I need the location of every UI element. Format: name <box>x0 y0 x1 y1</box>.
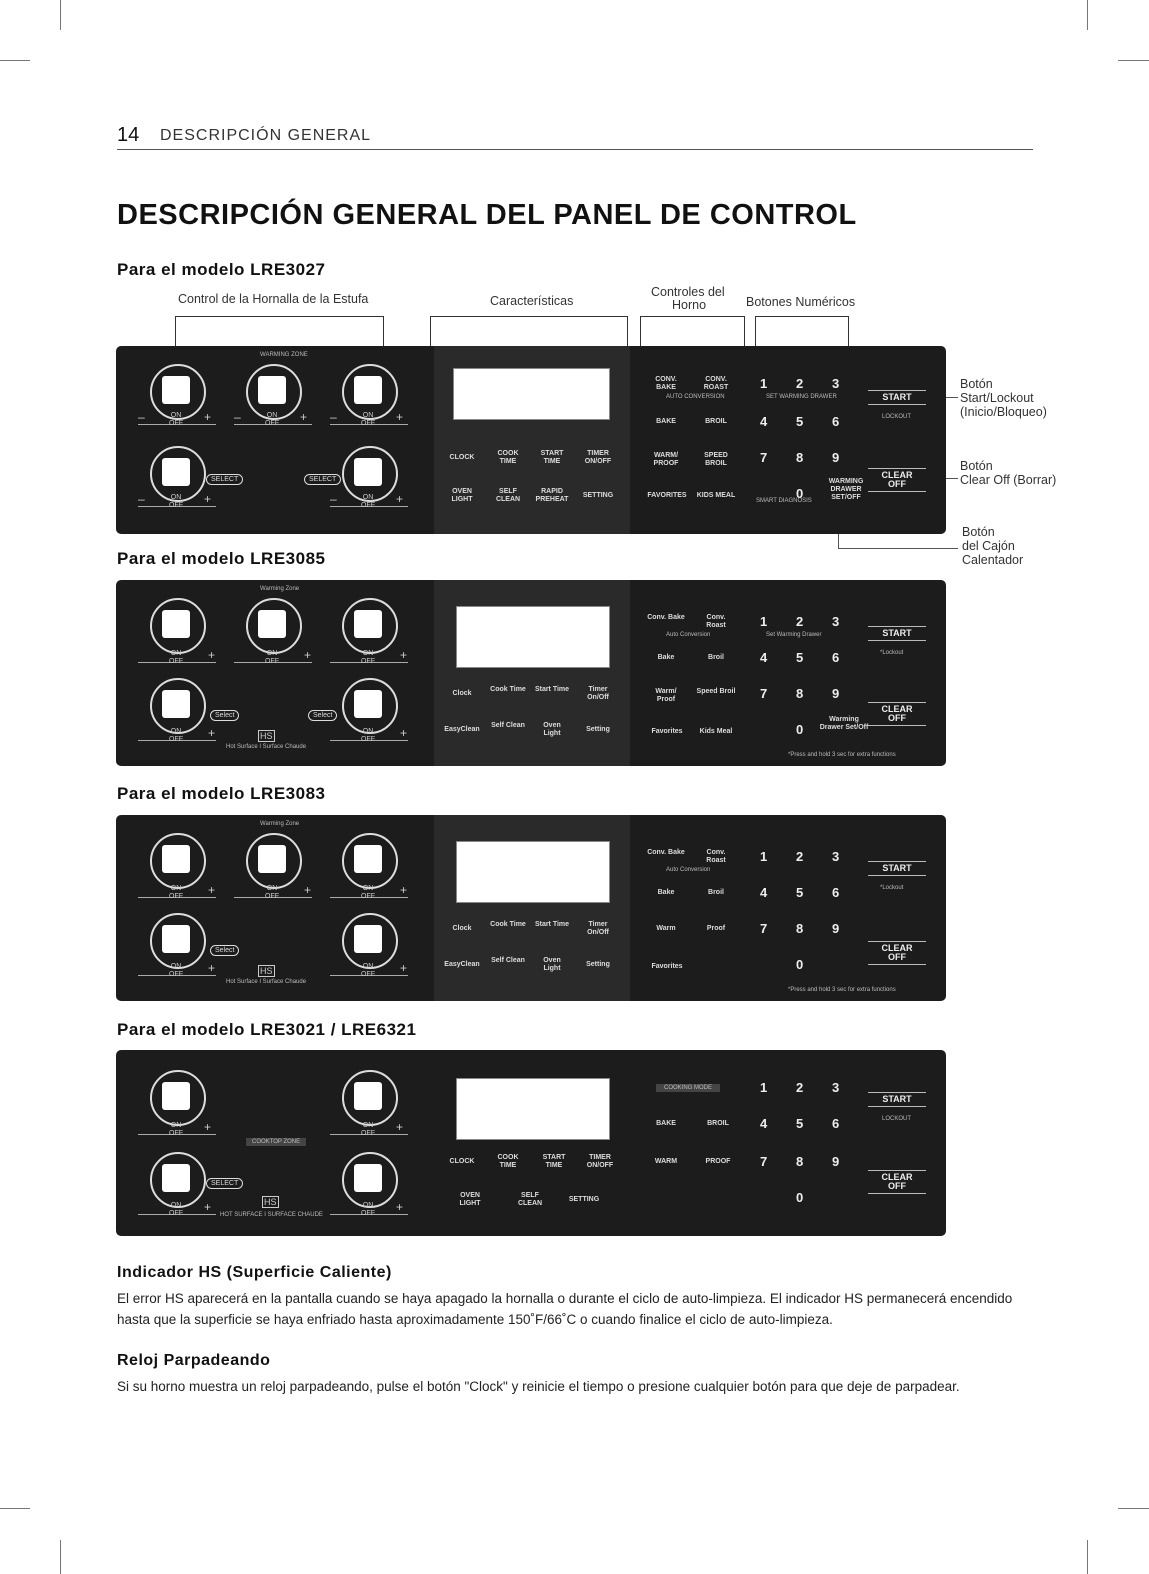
number-1-button[interactable]: 1 <box>760 849 768 864</box>
number-9-button[interactable]: 9 <box>832 921 840 936</box>
clock-button[interactable]: CLOCK <box>449 454 475 461</box>
warm-button[interactable]: WARM <box>654 1158 678 1165</box>
easyclean-button[interactable]: EasyClean <box>444 961 480 968</box>
start-time-button[interactable]: START TIME <box>542 1154 566 1169</box>
number-6-button[interactable]: 6 <box>832 650 840 665</box>
plus-button[interactable]: + <box>396 1120 404 1134</box>
self-clean-button[interactable]: SELF CLEAN <box>517 1192 543 1207</box>
minus-button[interactable]: – <box>234 410 241 424</box>
set-warming-drawer-label: SET WARMING DRAWER <box>766 394 837 400</box>
number-6-button[interactable]: 6 <box>832 414 840 429</box>
start-time-button[interactable]: Start Time <box>534 686 570 693</box>
plus-button[interactable]: + <box>208 961 216 975</box>
burner-icon <box>150 833 206 889</box>
callout-features: Características <box>490 294 574 308</box>
burner-icon <box>342 1070 398 1126</box>
setting-button[interactable]: SETTING <box>582 492 614 499</box>
kids-meal-button[interactable]: Kids Meal <box>699 728 733 735</box>
off-label: OFF <box>265 658 279 665</box>
display-screen <box>456 841 610 903</box>
bake-button[interactable]: Bake <box>657 889 675 896</box>
callout-clear-label: Botón <box>960 459 993 473</box>
number-2-button[interactable]: 2 <box>796 614 804 629</box>
bake-button[interactable]: BAKE <box>656 1120 676 1127</box>
cook-time-button[interactable]: COOK TIME <box>497 1154 519 1169</box>
off-label: OFF <box>169 971 183 978</box>
clear-label: CLEAR <box>881 1172 913 1182</box>
callout-start-es: (Inicio/Bloqueo) <box>960 405 1047 419</box>
off-label: OFF <box>265 420 279 427</box>
callout-number-buttons: Botones Numéricos <box>746 295 856 309</box>
start-time-button[interactable]: Start Time <box>534 921 570 928</box>
control-panel-lre3083 <box>116 815 946 1001</box>
crop-mark <box>1087 0 1088 30</box>
callout-clear: Clear Off (Borrar) <box>960 473 1057 487</box>
off-label: OFF <box>169 1130 183 1137</box>
hs-section-text: El error HS aparecerá en la pantalla cuando se haya apagado la hornalla o durante el ciclo de auto-limpieza. El indicador HS permanecerá encendido hasta que la superficie se haya enfriado hasta aproximadamente 150˚F/66˚C o cuando finalice el ciclo de auto-limpieza. <box>117 1291 1013 1327</box>
number-3-button[interactable]: 3 <box>832 614 840 629</box>
number-0-button[interactable]: 0 <box>796 722 804 737</box>
speed-broil-button[interactable]: SPEED BROIL <box>704 452 728 467</box>
number-5-button[interactable]: 5 <box>796 1116 804 1131</box>
hs-indicator: HS <box>264 1197 277 1207</box>
plus-button[interactable]: + <box>400 883 408 897</box>
callout-oven-controls-2: Horno <box>672 298 707 312</box>
lockout-label: LOCKOUT <box>882 1116 912 1122</box>
off-label: OFF <box>361 1130 375 1137</box>
crop-mark <box>60 0 61 30</box>
off-label: OFF <box>169 736 183 743</box>
clock-section-text: Si su horno muestra un reloj parpadeando, pulse el botón "Clock" y reinicie el tiempo o presione cualquier botón para que deje de parpadear. <box>117 1379 960 1394</box>
display-screen <box>456 606 610 668</box>
number-1-button[interactable]: 1 <box>760 1080 768 1095</box>
warming-drawer-button[interactable]: Warming Drawer Set/Off <box>819 716 869 731</box>
on-label: ON <box>170 1202 182 1209</box>
section-header: DESCRIPCIÓN GENERAL <box>160 127 372 144</box>
on-label: ON <box>362 885 374 892</box>
on-label: ON <box>266 412 278 419</box>
number-4-button[interactable]: 4 <box>760 414 768 429</box>
bracket <box>640 316 745 347</box>
clear-label: CLEAR <box>881 470 913 480</box>
off-label: OFF <box>169 420 183 427</box>
number-4-button[interactable]: 4 <box>760 650 768 665</box>
lockout-label: *Lockout <box>880 885 904 891</box>
control-panel-lre3085 <box>116 580 946 766</box>
press-hold-note: *Press and hold 3 sec for extra functions <box>788 987 896 993</box>
off-label: OFF <box>169 1210 183 1217</box>
broil-button[interactable]: BROIL <box>705 418 727 425</box>
control-panel-lre3021 <box>116 1050 946 1236</box>
number-0-button[interactable]: 0 <box>796 1190 804 1205</box>
clock-button[interactable]: Clock <box>452 690 472 697</box>
minus-button[interactable]: – <box>138 492 145 506</box>
bracket <box>755 316 849 347</box>
plus-button[interactable]: + <box>400 648 408 662</box>
hot-surface-label: Hot Surface I Surface Chaude <box>226 979 307 985</box>
callout-drawer: del Cajón <box>962 539 1015 553</box>
plus-button[interactable]: + <box>400 961 408 975</box>
auto-conversion-label: AUTO CONVERSION <box>666 394 725 400</box>
number-7-button[interactable]: 7 <box>760 686 768 701</box>
number-8-button[interactable]: 8 <box>796 1154 804 1169</box>
control-panel-lre3027 <box>116 346 946 534</box>
warming-zone-label: Warming Zone <box>260 821 300 827</box>
setting-button[interactable]: Setting <box>586 961 610 968</box>
conv-roast-button[interactable]: Conv. Roast <box>706 849 726 864</box>
oven-light-button[interactable]: OVEN LIGHT <box>451 488 473 503</box>
burner-icon <box>150 678 206 734</box>
off-label: OFF <box>888 713 906 723</box>
model-title: Para el modelo LRE3085 <box>117 549 326 568</box>
on-label: ON <box>170 1122 182 1129</box>
crop-mark <box>1118 60 1149 61</box>
number-8-button[interactable]: 8 <box>796 450 804 465</box>
model-title: Para el modelo LRE3027 <box>117 260 326 279</box>
off-label: OFF <box>888 479 906 489</box>
lockout-label: *Lockout <box>880 650 904 656</box>
number-4-button[interactable]: 4 <box>760 1116 768 1131</box>
number-9-button[interactable]: 9 <box>832 450 840 465</box>
page-title: DESCRIPCIÓN GENERAL DEL PANEL DE CONTROL <box>117 199 857 231</box>
plus-button[interactable]: + <box>204 1120 212 1134</box>
burner-icon <box>342 913 398 969</box>
crop-mark <box>0 1508 30 1509</box>
start-label: START <box>882 628 912 638</box>
off-label: OFF <box>361 971 375 978</box>
number-9-button[interactable]: 9 <box>832 1154 840 1169</box>
burner-icon <box>150 1070 206 1126</box>
callout-burner-control: Control de la Hornalla de la Estufa <box>178 292 369 306</box>
plus-button[interactable]: + <box>208 648 216 662</box>
number-4-button[interactable]: 4 <box>760 885 768 900</box>
hs-section-title: Indicador HS (Superficie Caliente) <box>117 1264 392 1281</box>
number-9-button[interactable]: 9 <box>832 686 840 701</box>
warm-proof-button[interactable]: WARM/ PROOF <box>653 452 679 467</box>
hs-indicator: HS <box>260 966 273 976</box>
number-5-button[interactable]: 5 <box>796 414 804 429</box>
oven-light-button[interactable]: OVEN LIGHT <box>459 1192 481 1207</box>
number-0-button[interactable]: 0 <box>796 486 804 501</box>
on-label: ON <box>170 494 182 501</box>
number-8-button[interactable]: 8 <box>796 686 804 701</box>
setting-button[interactable]: Setting <box>586 726 610 733</box>
on-label: ON <box>170 650 182 657</box>
hot-surface-label: HOT SURFACE I SURFACE CHAUDE <box>220 1212 323 1218</box>
bracket <box>175 316 384 347</box>
burner-icon <box>150 913 206 969</box>
oven-light-button[interactable]: Oven Light <box>543 722 561 737</box>
leader-line <box>838 548 958 549</box>
off-label: OFF <box>169 502 183 509</box>
number-1-button[interactable]: 1 <box>760 376 768 391</box>
warm-button[interactable]: Warm <box>656 925 676 932</box>
number-3-button[interactable]: 3 <box>832 1080 840 1095</box>
setting-button[interactable]: SETTING <box>568 1196 600 1203</box>
model-title: Para el modelo LRE3021 / LRE6321 <box>117 1020 417 1039</box>
on-label: ON <box>170 963 182 970</box>
conv-roast-button[interactable]: CONV. ROAST <box>703 376 729 391</box>
burner-icon <box>246 598 302 654</box>
start-button[interactable] <box>868 388 926 407</box>
off-label: OFF <box>888 952 906 962</box>
conv-bake-button[interactable]: CONV. BAKE <box>655 376 677 391</box>
start-label: START <box>882 1094 912 1104</box>
rapid-preheat-button[interactable]: RAPID PREHEAT <box>535 488 569 503</box>
set-warming-drawer-label: Set Warming Drawer <box>766 632 822 638</box>
cook-time-button[interactable]: Cook Time <box>490 686 526 693</box>
start-button[interactable] <box>868 859 926 878</box>
number-0-button[interactable]: 0 <box>796 957 804 972</box>
on-label: ON <box>170 728 182 735</box>
auto-conversion-label: Auto Conversion <box>666 867 711 873</box>
callout-oven-controls: Controles del <box>651 285 725 299</box>
select-button[interactable]: Select <box>308 710 337 721</box>
clear-label: CLEAR <box>881 943 913 953</box>
on-label: ON <box>362 1202 374 1209</box>
number-3-button[interactable]: 3 <box>832 376 840 391</box>
off-label: OFF <box>361 658 375 665</box>
clear-off-button[interactable] <box>868 939 926 967</box>
on-label: ON <box>266 650 278 657</box>
self-clean-button[interactable]: Self Clean <box>491 722 525 729</box>
burner-icon <box>342 1152 398 1208</box>
bake-button[interactable]: Bake <box>657 654 675 661</box>
callout-drawer-label: Botón <box>962 525 995 539</box>
off-label: OFF <box>169 658 183 665</box>
callout-start-label: Botón <box>960 377 993 391</box>
callout-start: Start/Lockout <box>960 391 1034 405</box>
broil-button[interactable]: Broil <box>708 654 724 661</box>
bracket <box>430 316 628 347</box>
off-label: OFF <box>361 420 375 427</box>
burner-icon <box>342 598 398 654</box>
number-7-button[interactable]: 7 <box>760 450 768 465</box>
on-label: ON <box>362 650 374 657</box>
on-label: ON <box>362 1122 374 1129</box>
kids-meal-button[interactable]: KIDS MEAL <box>696 492 736 499</box>
hs-indicator: HS <box>260 731 273 741</box>
number-6-button[interactable]: 6 <box>832 885 840 900</box>
bake-button[interactable]: BAKE <box>656 418 676 425</box>
minus-button[interactable]: – <box>330 492 337 506</box>
favorites-button[interactable]: Favorites <box>651 728 683 735</box>
lockout-label: LOCKOUT <box>882 414 912 420</box>
select-button[interactable]: Select <box>210 945 239 956</box>
proof-button[interactable]: Proof <box>706 925 726 932</box>
plus-button[interactable]: + <box>204 492 212 506</box>
number-2-button[interactable]: 2 <box>796 849 804 864</box>
burner-icon <box>150 1152 206 1208</box>
number-5-button[interactable]: 5 <box>796 650 804 665</box>
number-6-button[interactable]: 6 <box>832 1116 840 1131</box>
number-7-button[interactable]: 7 <box>760 1154 768 1169</box>
display-screen <box>453 368 610 420</box>
off-label: OFF <box>361 1210 375 1217</box>
warming-zone-label: Warming Zone <box>260 586 300 592</box>
burner-icon <box>342 678 398 734</box>
start-time-button[interactable]: START TIME <box>540 450 564 465</box>
plus-button[interactable]: + <box>396 492 404 506</box>
plus-button[interactable]: + <box>208 726 216 740</box>
number-1-button[interactable]: 1 <box>760 614 768 629</box>
favorites-button[interactable]: FAVORITES <box>647 492 687 499</box>
start-button[interactable] <box>868 624 926 643</box>
self-clean-button[interactable]: SELF CLEAN <box>495 488 521 503</box>
crop-mark <box>60 1540 61 1574</box>
broil-button[interactable]: Broil <box>708 889 724 896</box>
burner-icon <box>150 598 206 654</box>
plus-button[interactable]: + <box>204 410 212 424</box>
warming-drawer-button[interactable]: WARMING DRAWER SET/OFF <box>828 478 864 501</box>
burner-icon <box>246 833 302 889</box>
plus-button[interactable]: + <box>204 1200 212 1214</box>
warm-proof-button[interactable]: Warm/ Proof <box>655 688 677 703</box>
plus-button[interactable]: + <box>400 726 408 740</box>
clock-button[interactable]: Clock <box>452 925 472 932</box>
on-label: ON <box>362 412 374 419</box>
number-3-button[interactable]: 3 <box>832 849 840 864</box>
easyclean-button[interactable]: EasyClean <box>444 726 480 733</box>
select-button[interactable]: SELECT <box>304 474 341 485</box>
clear-off-button[interactable] <box>868 466 926 494</box>
header-rule <box>117 149 1033 150</box>
clear-label: CLEAR <box>881 704 913 714</box>
number-8-button[interactable]: 8 <box>796 921 804 936</box>
number-2-button[interactable]: 2 <box>796 1080 804 1095</box>
on-label: ON <box>266 885 278 892</box>
broil-button[interactable]: BROIL <box>707 1120 729 1127</box>
conv-bake-button[interactable]: Conv. Bake <box>647 614 685 621</box>
on-label: ON <box>170 885 182 892</box>
smart-diagnosis-label: SMART DIAGNOSIS <box>756 498 812 504</box>
crop-mark <box>1118 1508 1149 1509</box>
oven-light-button[interactable]: Oven Light <box>543 957 561 972</box>
page-number: 14 <box>117 124 140 146</box>
off-label: OFF <box>169 893 183 900</box>
number-2-button[interactable]: 2 <box>796 376 804 391</box>
start-label: START <box>882 392 912 402</box>
plus-button[interactable]: + <box>304 648 312 662</box>
warming-zone-label: WARMING ZONE <box>260 352 308 358</box>
burner-icon <box>342 833 398 889</box>
callout-drawer-es: Calentador <box>962 553 1024 567</box>
select-button[interactable]: SELECT <box>206 1178 243 1189</box>
cooktop-zone-label: COOKTOP ZONE <box>246 1138 306 1146</box>
plus-button[interactable]: + <box>208 883 216 897</box>
speed-broil-button[interactable]: Speed Broil <box>696 688 736 695</box>
off-label: OFF <box>265 893 279 900</box>
model-title: Para el modelo LRE3083 <box>117 784 326 803</box>
off-label: OFF <box>361 736 375 743</box>
off-label: OFF <box>361 893 375 900</box>
timer-button[interactable]: TIMER ON/OFF <box>586 1154 614 1169</box>
plus-button[interactable]: + <box>396 410 404 424</box>
plus-button[interactable]: + <box>396 1200 404 1214</box>
display-screen <box>456 1078 610 1140</box>
conv-roast-button[interactable]: Conv. Roast <box>706 614 726 629</box>
number-5-button[interactable]: 5 <box>796 885 804 900</box>
press-hold-note: *Press and hold 3 sec for extra functions <box>788 752 896 758</box>
start-button[interactable] <box>868 1090 926 1109</box>
plus-button[interactable]: + <box>304 883 312 897</box>
crop-mark <box>0 60 30 61</box>
on-label: ON <box>362 963 374 970</box>
timer-button[interactable]: Timer On/Off <box>587 921 609 936</box>
crop-mark <box>1087 1540 1088 1574</box>
cook-time-button[interactable]: COOK TIME <box>497 450 519 465</box>
on-label: ON <box>170 412 182 419</box>
timer-button[interactable]: Timer On/Off <box>587 686 609 701</box>
off-label: OFF <box>361 502 375 509</box>
on-label: ON <box>362 728 374 735</box>
timer-button[interactable]: TIMER ON/OFF <box>584 450 612 465</box>
clear-off-button[interactable] <box>868 1168 926 1196</box>
conv-bake-button[interactable]: Conv. Bake <box>647 849 685 856</box>
off-label: OFF <box>888 1181 906 1191</box>
select-button[interactable]: Select <box>210 710 239 721</box>
minus-button[interactable]: – <box>138 410 145 424</box>
number-7-button[interactable]: 7 <box>760 921 768 936</box>
start-label: START <box>882 863 912 873</box>
clear-off-button[interactable] <box>868 700 926 728</box>
on-label: ON <box>362 494 374 501</box>
self-clean-button[interactable]: Self Clean <box>491 957 525 964</box>
minus-button[interactable]: – <box>330 410 337 424</box>
cooking-mode-label: COOKING MODE <box>656 1084 720 1092</box>
cook-time-button[interactable]: Cook Time <box>490 921 526 928</box>
auto-conversion-label: Auto Conversion <box>666 632 711 638</box>
favorites-button[interactable]: Favorites <box>651 963 683 970</box>
clock-button[interactable]: CLOCK <box>449 1158 475 1165</box>
proof-button[interactable]: PROOF <box>705 1158 731 1165</box>
plus-button[interactable]: + <box>300 410 308 424</box>
select-button[interactable]: SELECT <box>206 474 243 485</box>
clock-section-title: Reloj Parpadeando <box>117 1352 271 1369</box>
hot-surface-label: Hot Surface I Surface Chaude <box>226 744 307 750</box>
